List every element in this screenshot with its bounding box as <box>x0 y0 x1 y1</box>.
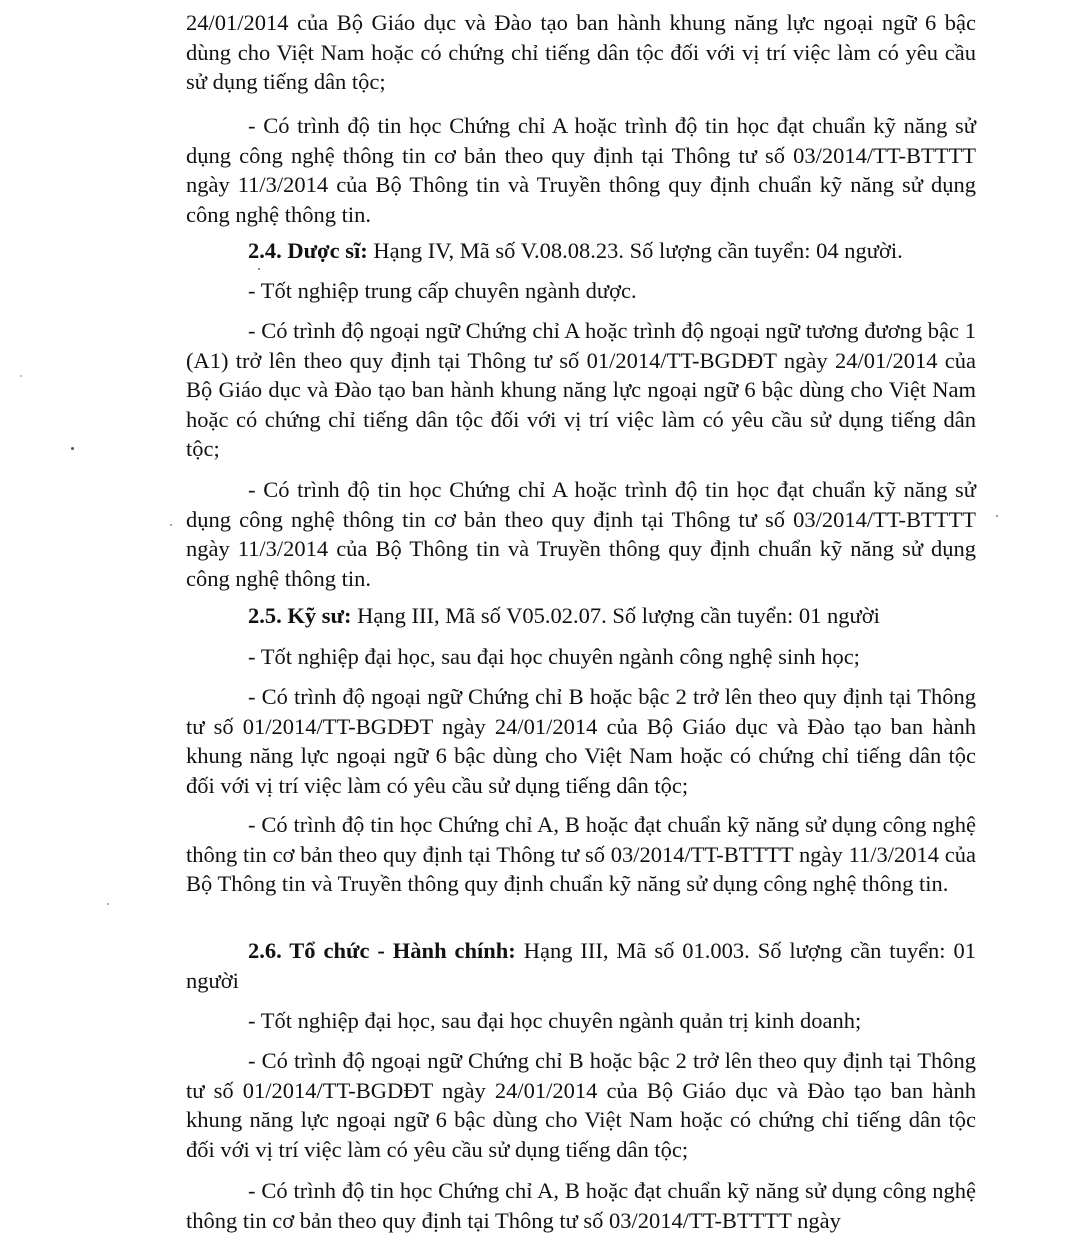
scan-speck <box>107 903 109 905</box>
scan-speck <box>20 375 22 377</box>
paragraph-it-2-4 <box>186 475 976 593</box>
scan-speck <box>996 515 998 517</box>
section-2-6-heading <box>186 936 976 995</box>
paragraph-it-2-6 <box>186 1176 976 1235</box>
paragraph-text: - Tốt nghiệp trung cấp chuyên ngành dược. <box>248 278 637 303</box>
paragraph-text: - Có trình độ ngoại ngữ Chứng chỉ A hoặc trình độ ngoại ngữ tương đương bậc 1 (A1) trở lên theo quy định tại Thông tư số 01/2014/TT-BGDĐT ngày 24/01/2014 của Bộ Giáo dục và Đào tạo ban hành khung năng lực ngoại ngữ 6 bậc dùng cho Việt Nam hoặc có chứng chỉ tiếng dân tộc đối với vị trí việc làm có yêu cầu sử dụng tiếng dân tộc; <box>186 318 976 461</box>
scan-speck <box>258 268 260 270</box>
paragraph-education-2-4 <box>186 276 976 306</box>
paragraph-text: - Có trình độ ngoại ngữ Chứng chỉ B hoặc bậc 2 trở lên theo quy định tại Thông tư số 01/2014/TT-BGDĐT ngày 24/01/2014 của Bộ Giáo dục và Đào tạo ban hành khung năng lực ngoại ngữ 6 bậc dùng cho Việt Nam hoặc có chứng chỉ tiếng dân tộc đối với vị trí việc làm có yêu cầu sử dụng tiếng dân tộc; <box>186 1048 976 1162</box>
section-details: Hạng IV, Mã số V.08.08.23. Số lượng cần tuyển: 04 người. <box>367 238 903 263</box>
paragraph-text: - Có trình độ tin học Chứng chỉ A, B hoặc đạt chuẩn kỹ năng sử dụng công nghệ thông tin cơ bản theo quy định tại Thông tư số 03/2014/TT-BTTTT ngày 11/3/2014 của Bộ Thông tin và Truyền thông quy định chuẩn kỹ năng sử dụng công nghệ thông tin. <box>186 812 976 896</box>
paragraph-education-2-6 <box>186 1006 976 1036</box>
paragraph-text: - Tốt nghiệp đại học, sau đại học chuyên ngành quản trị kinh doanh; <box>248 1008 862 1033</box>
paragraph-language-2-5 <box>186 682 976 800</box>
paragraph-education-2-5 <box>186 642 976 672</box>
section-details: Hạng III, Mã số 01.003. Số lượng cần tuyển: 01 người <box>186 938 976 993</box>
paragraph-text: - Có trình độ tin học Chứng chỉ A hoặc trình độ tin học đạt chuẩn kỹ năng sử dụng công nghệ thông tin cơ bản theo quy định tại Thông tư số 03/2014/TT-BTTTT ngày 11/3/2014 của Bộ Thông tin và Truyền thông quy định chuẩn kỹ năng sử dụng công nghệ thông tin. <box>186 113 976 227</box>
paragraph-foreign-language-continuation <box>186 8 976 97</box>
section-title: 2.5. Kỹ sư: <box>248 603 352 628</box>
section-details: Hạng III, Mã số V05.02.07. Số lượng cần tuyển: 01 người <box>351 603 880 628</box>
scan-speck <box>170 524 172 526</box>
paragraph-language-2-6 <box>186 1046 976 1164</box>
paragraph-it-requirement-1 <box>186 111 976 229</box>
section-2-5-heading <box>186 601 976 631</box>
paragraph-text: 24/01/2014 của Bộ Giáo dục và Đào tạo ban hành khung năng lực ngoại ngữ 6 bậc dùng cho Việt Nam hoặc có chứng chỉ tiếng dân tộc đối với vị trí việc làm có yêu cầu sử dụng tiếng dân tộc; <box>186 10 976 94</box>
paragraph-language-2-4 <box>186 316 976 464</box>
paragraph-text: - Có trình độ ngoại ngữ Chứng chỉ B hoặc bậc 2 trở lên theo quy định tại Thông tư số 01/2014/TT-BGDĐT ngày 24/01/2014 của Bộ Giáo dục và Đào tạo ban hành khung năng lực ngoại ngữ 6 bậc dùng cho Việt Nam hoặc có chứng chỉ tiếng dân tộc đối với vị trí việc làm có yêu cầu sử dụng tiếng dân tộc; <box>186 684 976 798</box>
section-title: 2.6. Tổ chức - Hành chính: <box>248 938 516 963</box>
scan-speck <box>71 447 74 450</box>
paragraph-text: - Tốt nghiệp đại học, sau đại học chuyên ngành công nghệ sinh học; <box>248 644 860 669</box>
section-2-4-heading <box>186 236 976 266</box>
paragraph-text: - Có trình độ tin học Chứng chỉ A, B hoặc đạt chuẩn kỹ năng sử dụng công nghệ thông tin cơ bản theo quy định tại Thông tư số 03/2014/TT-BTTTT ngày <box>186 1178 976 1233</box>
paragraph-text: - Có trình độ tin học Chứng chỉ A hoặc trình độ tin học đạt chuẩn kỹ năng sử dụng công nghệ thông tin cơ bản theo quy định tại Thông tư số 03/2014/TT-BTTTT ngày 11/3/2014 của Bộ Thông tin và Truyền thông quy định chuẩn kỹ năng sử dụng công nghệ thông tin. <box>186 477 976 591</box>
section-title: 2.4. Dược sĩ: <box>248 238 368 263</box>
paragraph-it-2-5 <box>186 810 976 899</box>
